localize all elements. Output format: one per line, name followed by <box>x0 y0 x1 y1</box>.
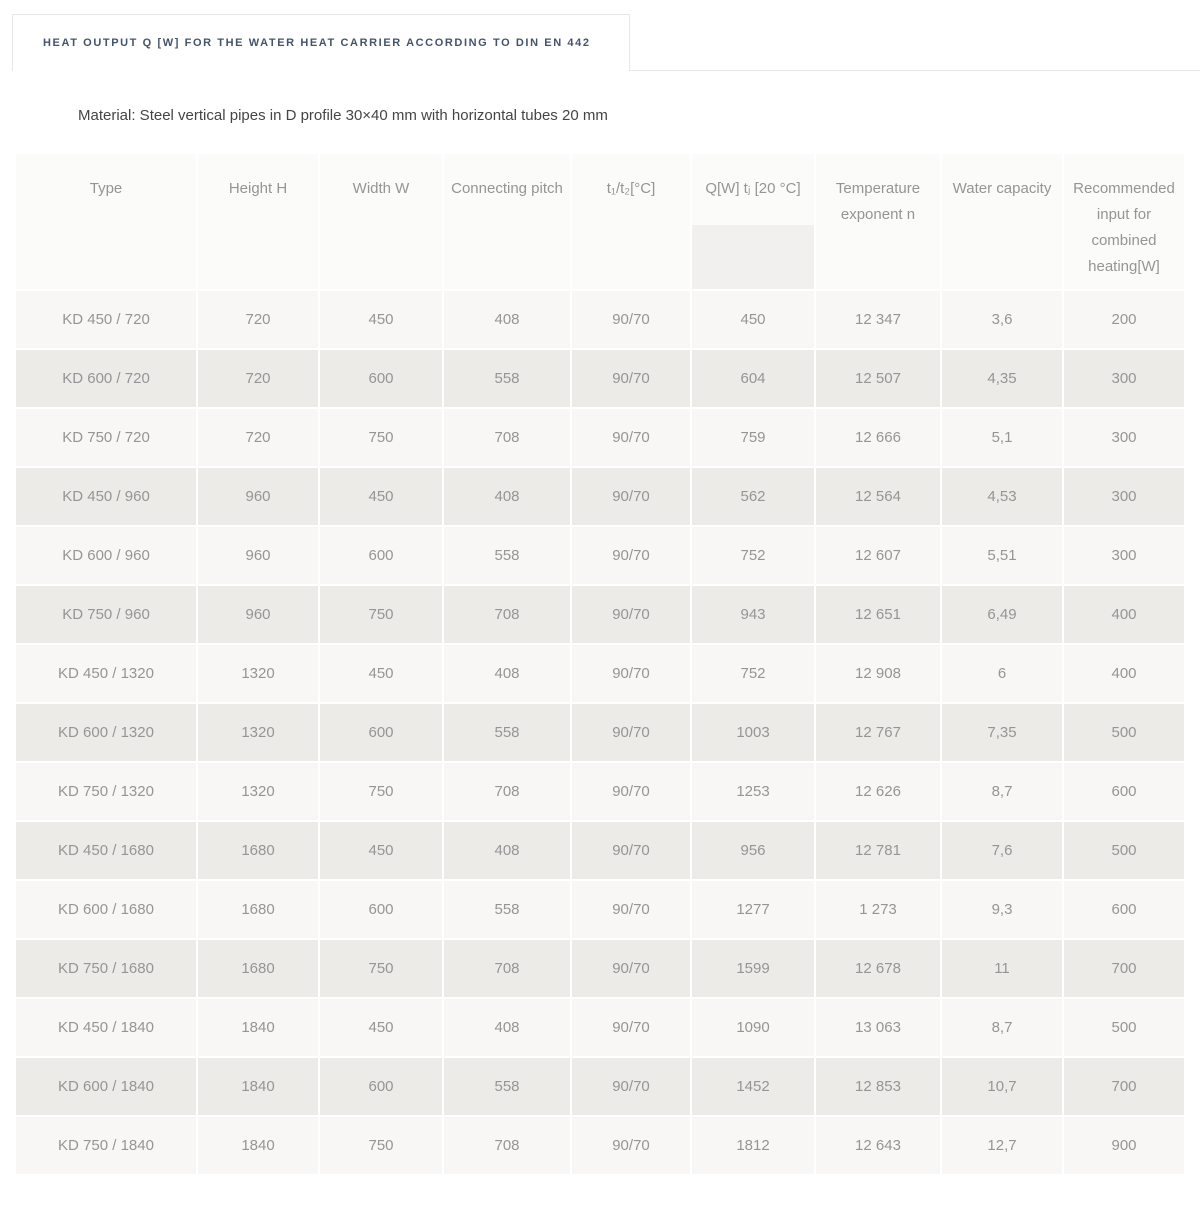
table-cell: 943 <box>692 586 814 643</box>
table-row <box>16 645 1184 702</box>
table-cell: 700 <box>1064 940 1184 997</box>
table-cell: 12 767 <box>816 704 940 761</box>
table-row <box>16 468 1184 525</box>
table-cell: 500 <box>1064 999 1184 1056</box>
q-header-subcell <box>692 225 814 289</box>
table-cell: KD 600 / 960 <box>16 527 196 584</box>
table-cell: 12 626 <box>816 763 940 820</box>
table-cell: 12 781 <box>816 822 940 879</box>
column-header-label: Height H <box>228 180 288 197</box>
table-cell: 6 <box>942 645 1062 702</box>
table-cell: 12 347 <box>816 291 940 348</box>
table-cell: 5,51 <box>942 527 1062 584</box>
table-cell: 500 <box>1064 822 1184 879</box>
table-row <box>16 586 1184 643</box>
table-cell: 720 <box>198 291 318 348</box>
table-cell: 604 <box>692 350 814 407</box>
column-header <box>942 154 1062 289</box>
column-header-label: Temperature exponent n <box>835 180 921 223</box>
table-cell: 956 <box>692 822 814 879</box>
column-header-label: Q[W] tⱼ [20 °C] <box>705 180 801 197</box>
table-cell: 90/70 <box>572 940 690 997</box>
table-cell: 750 <box>320 1117 442 1174</box>
column-header <box>572 154 690 289</box>
table-cell: 562 <box>692 468 814 525</box>
table-cell: 300 <box>1064 527 1184 584</box>
table-header-row <box>16 154 1184 289</box>
table-cell: 408 <box>444 645 570 702</box>
table-cell: 752 <box>692 527 814 584</box>
table-cell: 12 607 <box>816 527 940 584</box>
table-cell: 400 <box>1064 645 1184 702</box>
table-cell: 90/70 <box>572 1058 690 1115</box>
table-cell: 558 <box>444 350 570 407</box>
table-cell: 408 <box>444 468 570 525</box>
column-header <box>198 154 318 289</box>
table-cell: 1680 <box>198 940 318 997</box>
column-header <box>816 154 940 289</box>
table-cell: 300 <box>1064 350 1184 407</box>
table-cell: 1840 <box>198 1117 318 1174</box>
table-cell: 200 <box>1064 291 1184 348</box>
table-cell: 450 <box>320 822 442 879</box>
table-cell: 600 <box>320 881 442 938</box>
table-cell: 12 678 <box>816 940 940 997</box>
table-cell: 960 <box>198 468 318 525</box>
table-cell: 1680 <box>198 822 318 879</box>
column-header <box>320 154 442 289</box>
table-cell: 3,6 <box>942 291 1062 348</box>
table-cell: 1 273 <box>816 881 940 938</box>
table-cell: 960 <box>198 586 318 643</box>
table-cell: 12 651 <box>816 586 940 643</box>
table-cell: KD 450 / 1320 <box>16 645 196 702</box>
table-cell: 600 <box>1064 881 1184 938</box>
table-cell: 558 <box>444 881 570 938</box>
table-cell: 90/70 <box>572 999 690 1056</box>
table-cell: 11 <box>942 940 1062 997</box>
column-header-label: Type <box>89 180 123 197</box>
table-cell: 450 <box>320 645 442 702</box>
table-cell: KD 750 / 1840 <box>16 1117 196 1174</box>
table-cell: 600 <box>320 350 442 407</box>
table-cell: 750 <box>320 940 442 997</box>
column-header <box>16 154 196 289</box>
table-cell: 408 <box>444 291 570 348</box>
table-cell: 750 <box>320 586 442 643</box>
table-cell: 12 643 <box>816 1117 940 1174</box>
table-cell: 90/70 <box>572 527 690 584</box>
table-cell: 720 <box>198 409 318 466</box>
table-cell: 708 <box>444 940 570 997</box>
table-cell: 13 063 <box>816 999 940 1056</box>
column-header-label: Connecting pitch <box>451 180 563 197</box>
table-cell: 1253 <box>692 763 814 820</box>
table-cell: KD 600 / 720 <box>16 350 196 407</box>
column-header-label: Recommended input for combined heating[W] <box>1073 180 1175 275</box>
table-cell: 900 <box>1064 1117 1184 1174</box>
table-cell: 558 <box>444 1058 570 1115</box>
material-note: Material: Steel vertical pipes in D profile 30×40 mm with horizontal tubes 20 mm <box>78 107 608 124</box>
column-header <box>692 154 814 289</box>
table-cell: 90/70 <box>572 645 690 702</box>
table-cell: 7,35 <box>942 704 1062 761</box>
table-cell: KD 750 / 1680 <box>16 940 196 997</box>
table-row <box>16 1058 1184 1115</box>
tabs-divider-line <box>630 14 1200 71</box>
table-cell: 400 <box>1064 586 1184 643</box>
table-cell: 12 666 <box>816 409 940 466</box>
table-row <box>16 881 1184 938</box>
table-cell: 90/70 <box>572 822 690 879</box>
table-row <box>16 940 1184 997</box>
table-cell: 90/70 <box>572 881 690 938</box>
table-body <box>16 291 1184 1174</box>
table-cell: 90/70 <box>572 1117 690 1174</box>
table-row <box>16 1117 1184 1174</box>
table-cell: 600 <box>320 527 442 584</box>
table-cell: 12,7 <box>942 1117 1062 1174</box>
table-cell: 12 507 <box>816 350 940 407</box>
table-cell: 408 <box>444 999 570 1056</box>
table-cell: 1003 <box>692 704 814 761</box>
column-header <box>1064 154 1184 289</box>
table-cell: 1320 <box>198 704 318 761</box>
table-cell: 450 <box>320 291 442 348</box>
table-cell: 10,7 <box>942 1058 1062 1115</box>
table-cell: 1812 <box>692 1117 814 1174</box>
table-cell: KD 450 / 1680 <box>16 822 196 879</box>
table-cell: 300 <box>1064 409 1184 466</box>
table-cell: KD 600 / 1680 <box>16 881 196 938</box>
table-row <box>16 999 1184 1056</box>
table-row <box>16 704 1184 761</box>
table-cell: 90/70 <box>572 704 690 761</box>
table-cell: 759 <box>692 409 814 466</box>
column-header-label: Water capacity <box>952 180 1052 197</box>
table-cell: 600 <box>1064 763 1184 820</box>
tab-label: HEAT OUTPUT Q [W] FOR THE WATER HEAT CARRIER ACCORDING TO DIN EN 442 <box>43 37 591 49</box>
table-cell: 720 <box>198 350 318 407</box>
table-cell: KD 450 / 720 <box>16 291 196 348</box>
table-row <box>16 291 1184 348</box>
table-row <box>16 527 1184 584</box>
table-cell: 90/70 <box>572 468 690 525</box>
table-cell: 5,1 <box>942 409 1062 466</box>
table-row <box>16 763 1184 820</box>
table-cell: 8,7 <box>942 763 1062 820</box>
table-cell: 8,7 <box>942 999 1062 1056</box>
table-cell: 90/70 <box>572 763 690 820</box>
table-cell: 450 <box>320 999 442 1056</box>
table-cell: 1277 <box>692 881 814 938</box>
table-cell: KD 600 / 1320 <box>16 704 196 761</box>
table-cell: 1680 <box>198 881 318 938</box>
column-header-label: Width W <box>352 180 410 197</box>
table-cell: 4,35 <box>942 350 1062 407</box>
table-cell: KD 750 / 1320 <box>16 763 196 820</box>
table-cell: 12 564 <box>816 468 940 525</box>
table-cell: 500 <box>1064 704 1184 761</box>
table-cell: 708 <box>444 586 570 643</box>
spec-table <box>14 152 1186 1176</box>
table-cell: 12 853 <box>816 1058 940 1115</box>
table-cell: 1452 <box>692 1058 814 1115</box>
table-cell: 700 <box>1064 1058 1184 1115</box>
table-row <box>16 822 1184 879</box>
column-header <box>444 154 570 289</box>
table-cell: 1840 <box>198 999 318 1056</box>
table-cell: 90/70 <box>572 291 690 348</box>
table-cell: KD 750 / 720 <box>16 409 196 466</box>
table-cell: 600 <box>320 704 442 761</box>
table-cell: 960 <box>198 527 318 584</box>
table-row <box>16 350 1184 407</box>
table-cell: 708 <box>444 763 570 820</box>
table-cell: 90/70 <box>572 350 690 407</box>
table-cell: 12 908 <box>816 645 940 702</box>
table-cell: 450 <box>320 468 442 525</box>
table-cell: 750 <box>320 409 442 466</box>
table-cell: KD 750 / 960 <box>16 586 196 643</box>
table-cell: 750 <box>320 763 442 820</box>
table-cell: 6,49 <box>942 586 1062 643</box>
table-cell: 90/70 <box>572 586 690 643</box>
table-cell: KD 450 / 960 <box>16 468 196 525</box>
table-cell: 1320 <box>198 645 318 702</box>
table-cell: 600 <box>320 1058 442 1115</box>
table-cell: KD 600 / 1840 <box>16 1058 196 1115</box>
table-cell: 708 <box>444 1117 570 1174</box>
table-cell: 558 <box>444 704 570 761</box>
table-cell: 408 <box>444 822 570 879</box>
table-cell: 1090 <box>692 999 814 1056</box>
spec-table-container <box>14 152 1186 1176</box>
table-cell: 300 <box>1064 468 1184 525</box>
table-cell: 9,3 <box>942 881 1062 938</box>
table-cell: KD 450 / 1840 <box>16 999 196 1056</box>
table-cell: 90/70 <box>572 409 690 466</box>
table-cell: 558 <box>444 527 570 584</box>
tab-heat-output[interactable] <box>12 14 630 71</box>
table-row <box>16 409 1184 466</box>
table-cell: 7,6 <box>942 822 1062 879</box>
table-cell: 4,53 <box>942 468 1062 525</box>
tabs-row <box>0 14 1200 71</box>
table-cell: 1599 <box>692 940 814 997</box>
table-cell: 1840 <box>198 1058 318 1115</box>
table-cell: 752 <box>692 645 814 702</box>
table-cell: 450 <box>692 291 814 348</box>
table-cell: 708 <box>444 409 570 466</box>
table-cell: 1320 <box>198 763 318 820</box>
column-header-label: t₁/t₂[°C] <box>606 180 656 197</box>
